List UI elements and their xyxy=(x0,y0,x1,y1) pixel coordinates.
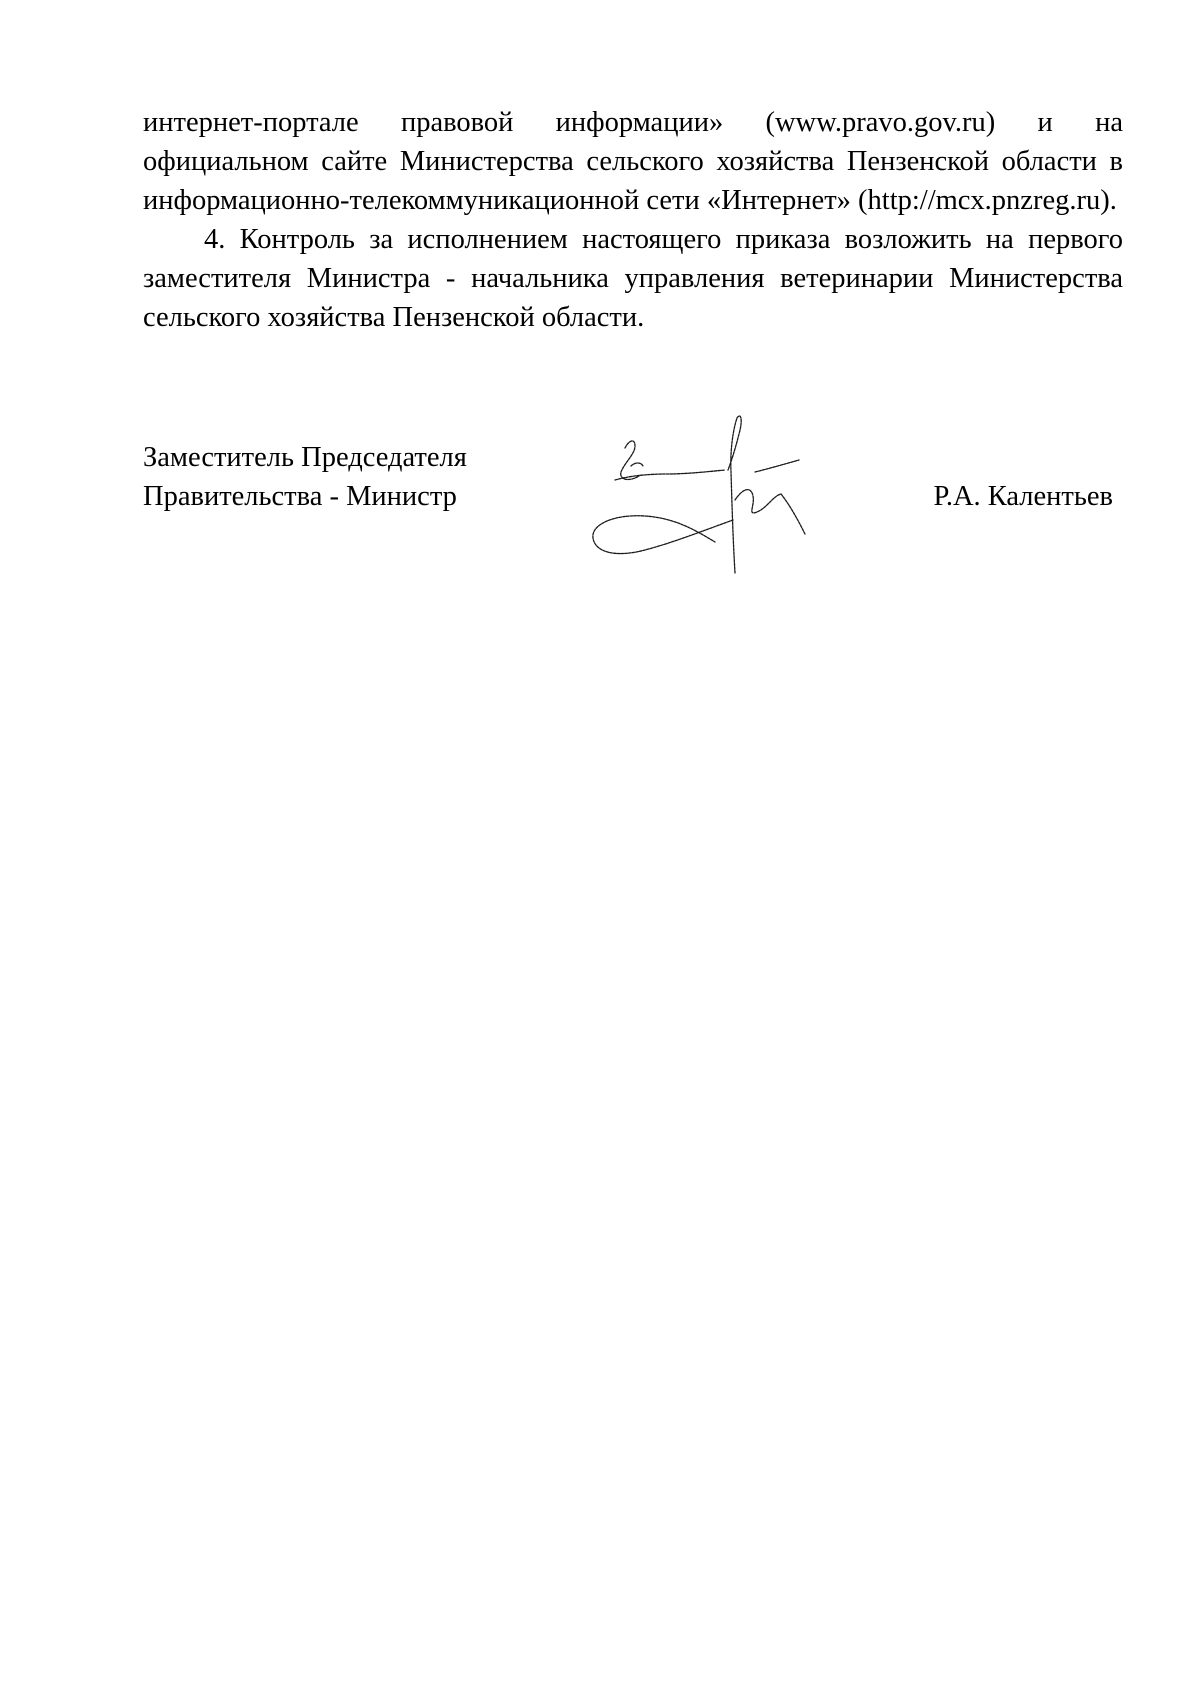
signature-stroke xyxy=(621,441,639,480)
signature-stroke xyxy=(735,490,781,513)
signer-name: Р.А. Калентьев xyxy=(933,481,1113,512)
signer-position-line1: Заместитель Председателя xyxy=(143,442,467,473)
paragraph-4: 4. Контроль за исполнением настоящего приказа возложить на первого заместителя Министра - начальника управления ветеринарии Министерства сельского хозяйства Пензенской области. xyxy=(143,224,1123,333)
signature-stroke xyxy=(631,463,643,466)
signer-position-line2: Правительства - Министр xyxy=(143,481,457,512)
signer-position xyxy=(143,438,467,516)
document-body xyxy=(143,103,1123,337)
paragraph-continuation: официальном сайте Министерства сельского хозяйства Пензенской области в информационно-телекоммуникационной сети «Интернет» (http://mcx.pnzreg.ru). xyxy=(143,146,1123,216)
signature-stroke xyxy=(593,516,733,554)
signature-stroke xyxy=(755,460,799,472)
signature-stroke xyxy=(615,470,725,480)
signature-stroke xyxy=(781,494,805,534)
handwritten-signature xyxy=(585,410,825,585)
paragraph-continuation-line1: интернет-портале правовой информации» (www.pravo.gov.ru) и на xyxy=(143,107,1123,138)
